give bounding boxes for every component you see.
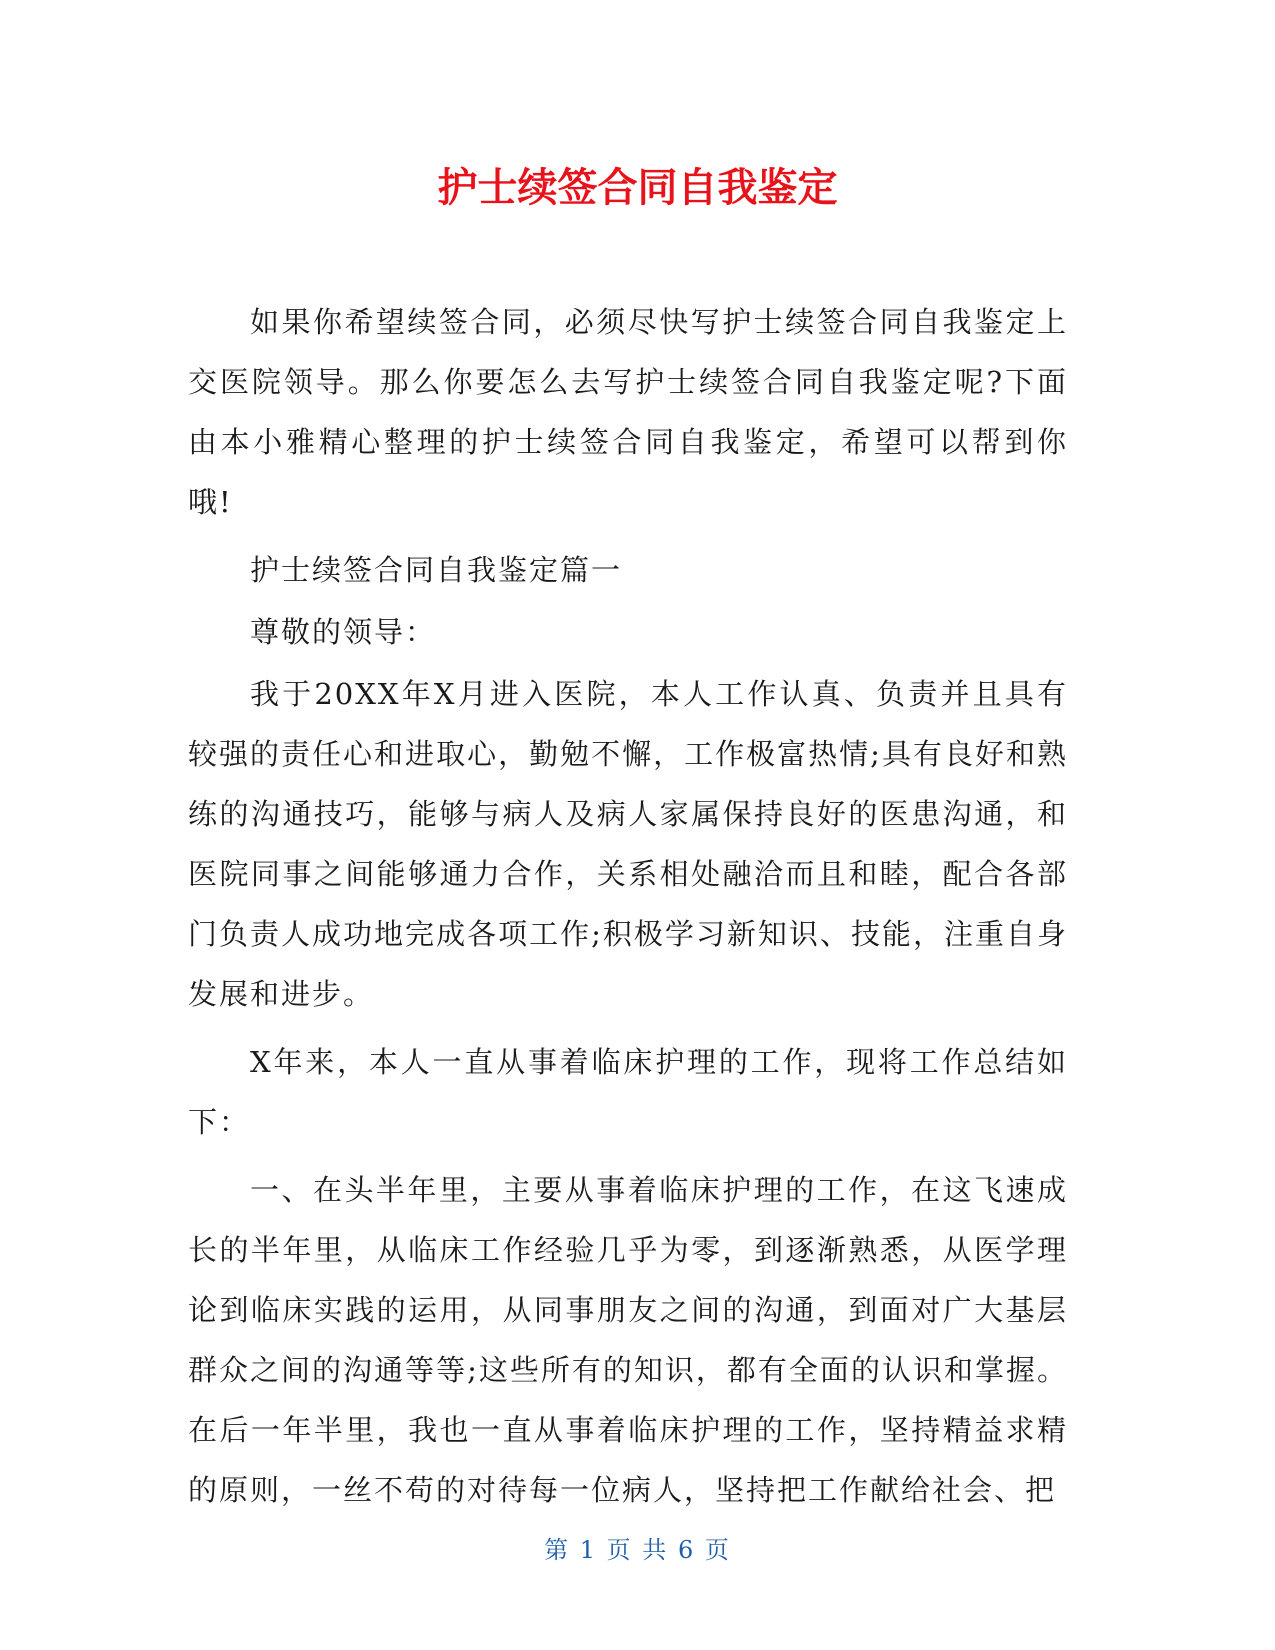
page-number-footer: 第 1 页 共 6 页 xyxy=(544,1536,731,1564)
document-title: 护士续签合同自我鉴定 xyxy=(437,165,838,211)
intro-paragraph: 如果你希望续签合同，必须尽快写护士续签合同自我鉴定上交医院领导。那么你要怎么去写护士续签合同自我鉴定呢?下面由本小雅精心整理的护士续签合同自我鉴定，希望可以帮到你哦! xyxy=(188,305,1068,519)
body-paragraph: X年来，本人一直从事着临床护理的工作，现将工作总结如下： xyxy=(188,1045,1068,1139)
document-body xyxy=(188,292,1068,1528)
body-paragraph: 我于20XX年X月进入医院，本人工作认真、负责并且具有较强的责任心和进取心，勤勉不懈，工作极富热情;具有良好和熟练的沟通技巧，能够与病人及病人家属保持良好的医患沟通，和医院同事之间能够通力合作，关系相处融洽而且和睦，配合各部门负责人成功地完成各项工作;积极学习新知识、技能，注重自身发展和进步。 xyxy=(188,677,1068,1011)
salutation: 尊敬的领导： xyxy=(250,615,437,649)
section-heading: 护士续签合同自我鉴定篇一 xyxy=(250,553,623,587)
body-paragraph: 一、在头半年里，主要从事着临床护理的工作，在这飞速成长的半年里，从临床工作经验几乎为零，到逐渐熟悉，从医学理论到临床实践的运用，从同事朋友之间的沟通，到面对广大基层群众之间的沟通等等;这些所有的知识，都有全面的认识和掌握。在后一年半里，我也一直从事着临床护理的工作，坚持精益求精的原则，一丝不苟的对待每一位病人，坚持把工作献给社会、把 xyxy=(188,1173,1068,1507)
